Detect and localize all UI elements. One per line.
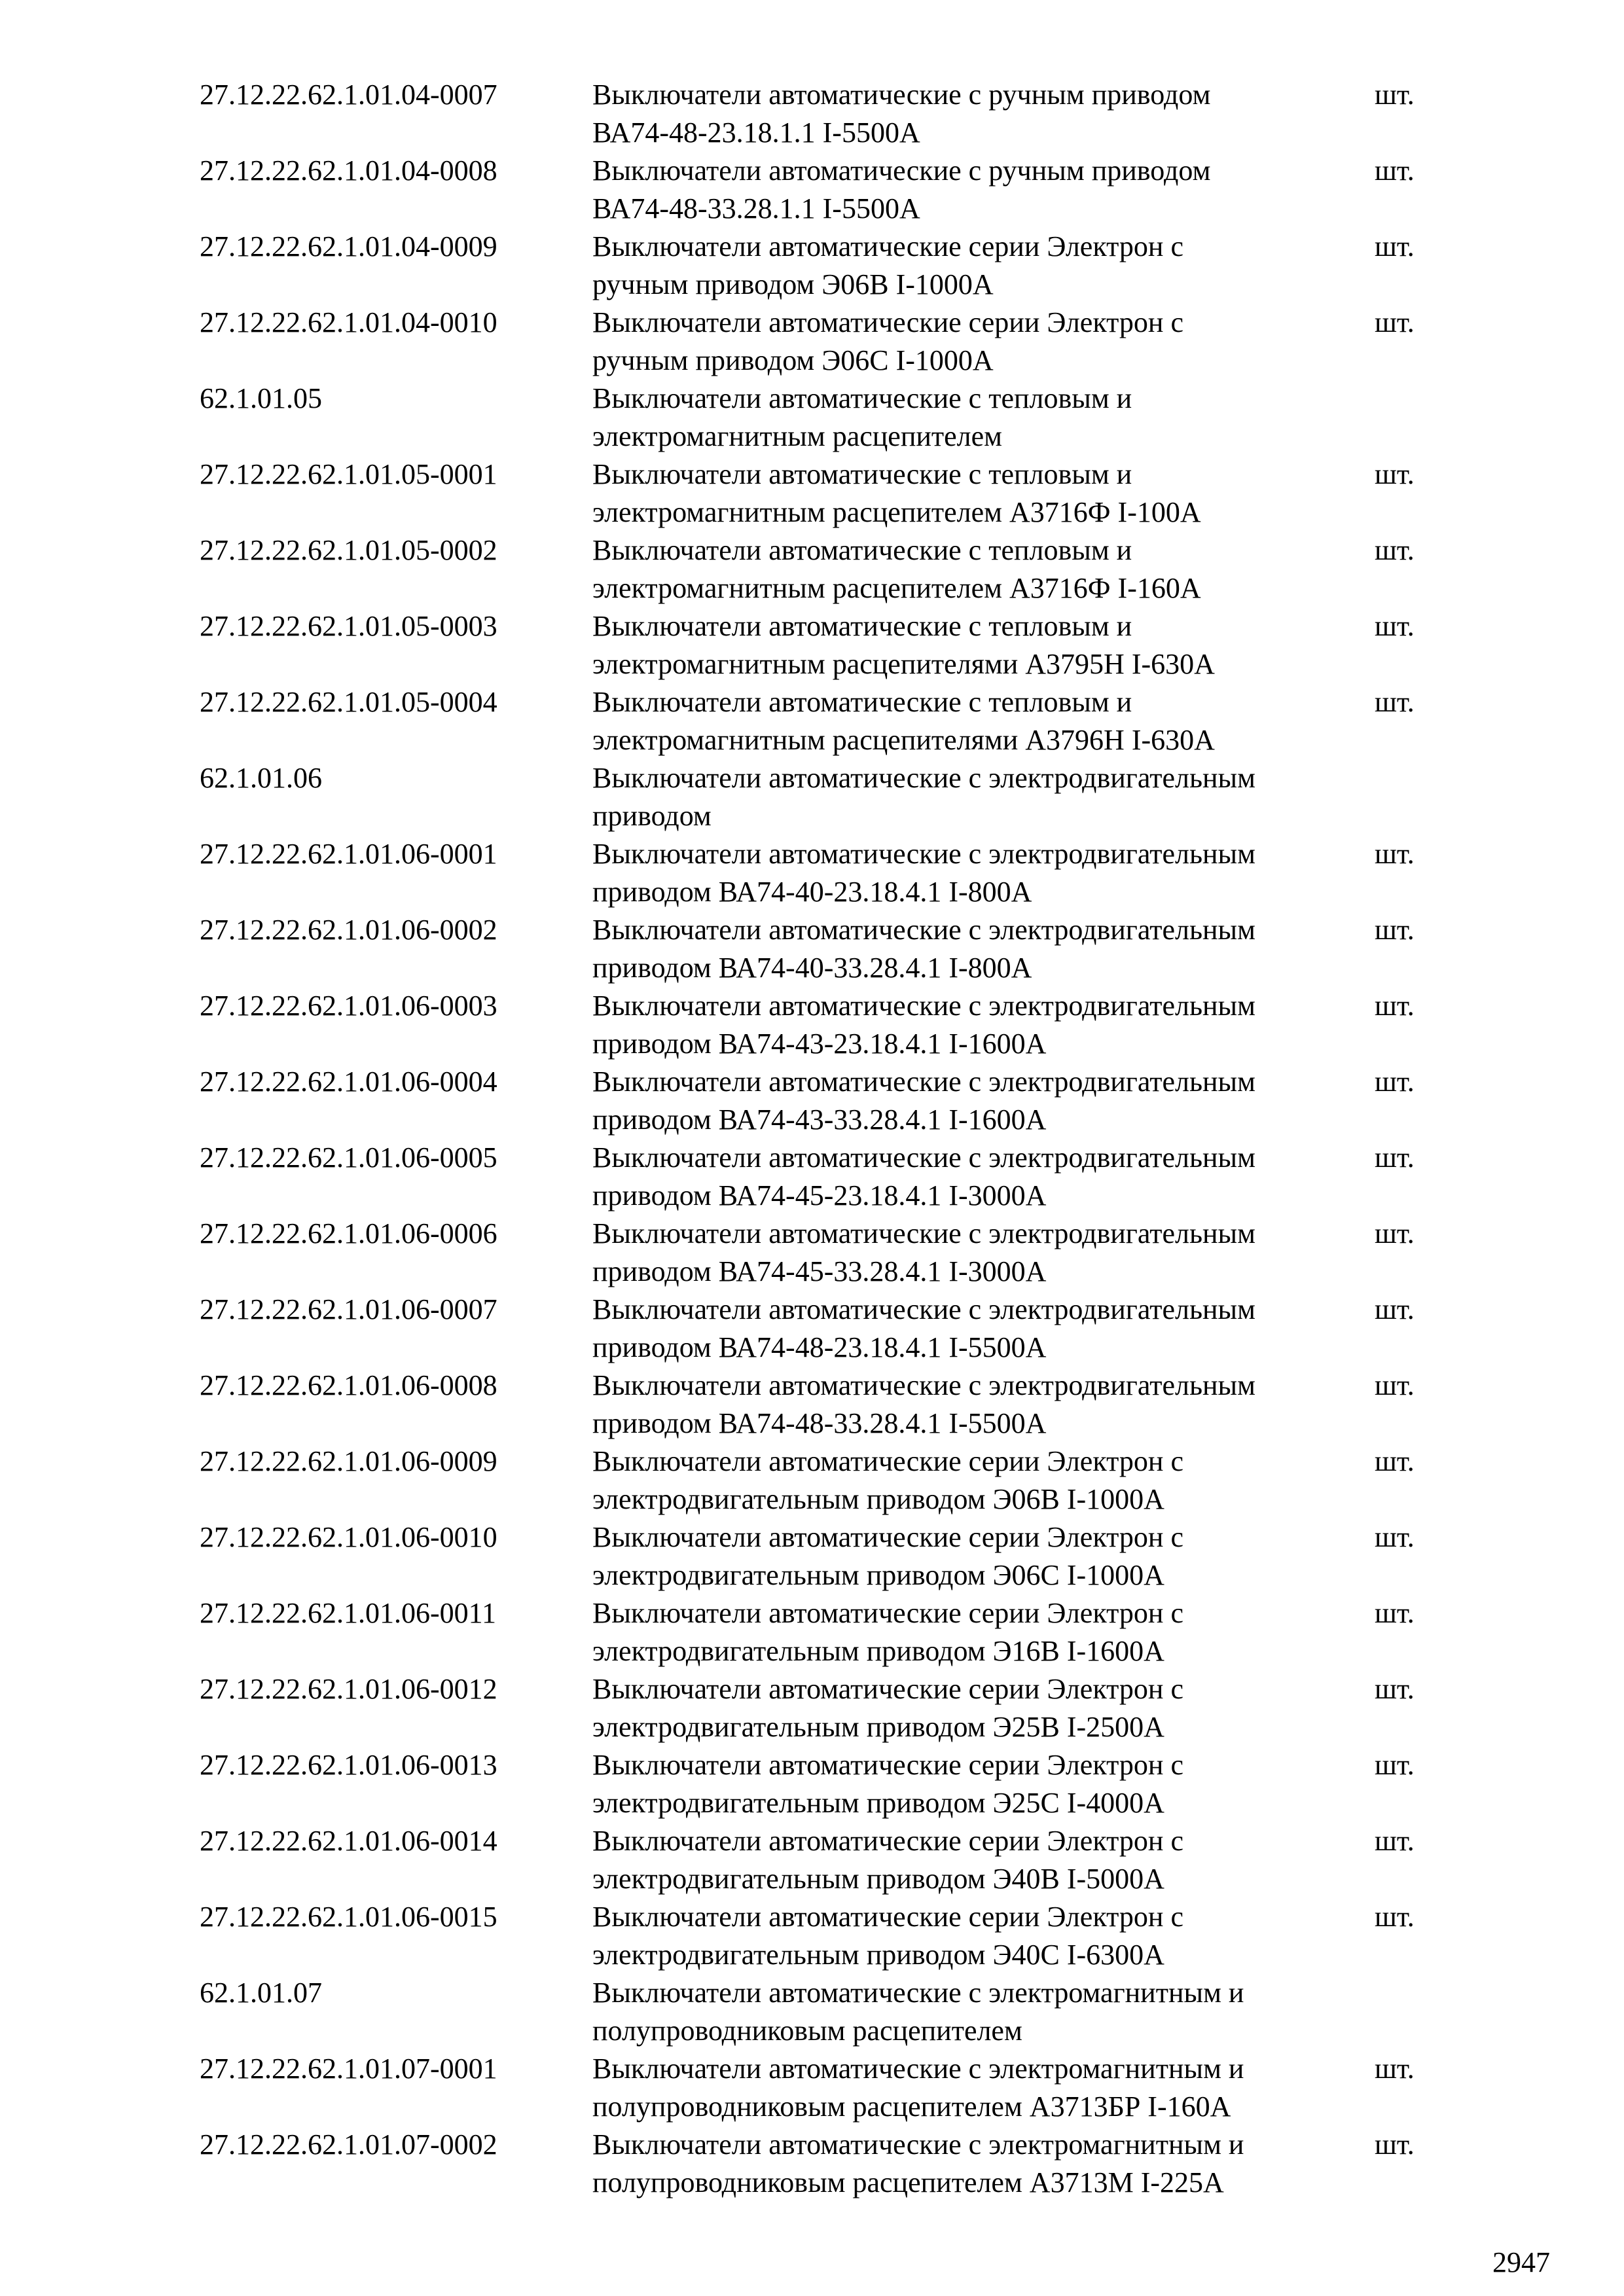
item-name-line-2: ВА74-48-23.18.1.1 I-5500А [592, 117, 920, 149]
item-name-line-2: ВА74-48-33.28.1.1 I-5500А [592, 192, 920, 224]
item-name-line-2: полупроводниковым расцепителем [592, 2015, 1022, 2047]
item-name [592, 759, 1371, 835]
item-name-line-2: приводом ВА74-43-23.18.4.1 I-1600А [592, 1028, 1047, 1060]
item-unit: шт. [1375, 1597, 1415, 1629]
item-code: 27.12.22.62.1.01.06-0004 [200, 1066, 497, 1098]
table-row [0, 2126, 1624, 2202]
item-code: 27.12.22.62.1.01.04-0009 [200, 230, 497, 262]
item-name-line-2: электродвигательным приводом Э40В I-5000А [592, 1863, 1164, 1895]
item-code: 27.12.22.62.1.01.06-0002 [200, 914, 497, 946]
item-name-line-2: полупроводниковым расцепителем А3713М I-225А [592, 2166, 1224, 2198]
item-name [592, 1291, 1371, 1367]
item-code: 27.12.22.62.1.01.06-0014 [200, 1825, 497, 1857]
item-unit: шт. [1375, 154, 1415, 187]
item-name-line-1: Выключатели автоматические серии Электрон с [592, 1749, 1183, 1781]
item-code: 27.12.22.62.1.01.05-0004 [200, 686, 497, 718]
item-name-line-1: Выключатели автоматические с электродвигательным [592, 1293, 1255, 1325]
item-name-line-2: электромагнитным расцепителем [592, 420, 1003, 452]
item-name [592, 2126, 1371, 2202]
item-code: 27.12.22.62.1.01.06-0006 [200, 1217, 497, 1249]
item-name [592, 1063, 1371, 1139]
table-row [0, 152, 1624, 228]
item-unit: шт. [1375, 914, 1415, 946]
table-row [0, 304, 1624, 380]
item-name-line-2: приводом [592, 800, 712, 832]
item-unit: шт. [1375, 1445, 1415, 1477]
item-name [592, 911, 1371, 987]
table-row [0, 531, 1624, 607]
table-row [0, 911, 1624, 987]
item-name-line-1: Выключатели автоматические серии Электрон с [592, 1521, 1183, 1553]
item-unit: шт. [1375, 990, 1415, 1022]
item-name [592, 456, 1371, 531]
item-unit: шт. [1375, 534, 1415, 566]
item-code: 27.12.22.62.1.01.06-0009 [200, 1445, 497, 1477]
item-code: 27.12.22.62.1.01.06-0013 [200, 1749, 497, 1781]
item-name-line-2: электромагнитным расцепителем А3716Ф I-100А [592, 496, 1201, 528]
item-name-line-2: приводом ВА74-48-33.28.4.1 I-5500А [592, 1407, 1047, 1439]
table-row [0, 607, 1624, 683]
table-row [0, 683, 1624, 759]
item-code: 27.12.22.62.1.01.06-0008 [200, 1369, 497, 1401]
item-name [592, 228, 1371, 304]
item-name [592, 304, 1371, 380]
item-name-line-2: электродвигательным приводом Э06В I-1000А [592, 1483, 1164, 1515]
page-number: 2947 [1492, 2246, 1550, 2278]
item-name [592, 1367, 1371, 1443]
item-name [592, 2050, 1371, 2126]
item-name-line-2: ручным приводом Э06С I-1000А [592, 344, 994, 376]
item-name [592, 152, 1371, 228]
table-row [0, 1898, 1624, 1974]
item-name [592, 683, 1371, 759]
item-unit: шт. [1375, 1141, 1415, 1174]
table-row [0, 759, 1624, 835]
table-row [0, 1139, 1624, 1215]
item-code: 27.12.22.62.1.01.05-0002 [200, 534, 497, 566]
item-unit: шт. [1375, 1749, 1415, 1781]
item-name [592, 1746, 1371, 1822]
table-row [0, 987, 1624, 1063]
table-row [0, 456, 1624, 531]
item-unit: шт. [1375, 230, 1415, 262]
item-code: 62.1.01.06 [200, 762, 322, 794]
item-name-line-1: Выключатели автоматические серии Электрон с [592, 1597, 1183, 1629]
item-code: 27.12.22.62.1.01.06-0012 [200, 1673, 497, 1705]
item-name-line-1: Выключатели автоматические с тепловым и [592, 686, 1132, 718]
item-code: 27.12.22.62.1.01.05-0001 [200, 458, 497, 490]
item-name-line-1: Выключатели автоматические серии Электрон с [592, 306, 1183, 338]
item-name-line-2: полупроводниковым расцепителем А3713БР I-160А [592, 2090, 1231, 2123]
table-row [0, 835, 1624, 911]
item-unit: шт. [1375, 1673, 1415, 1705]
table-row [0, 1063, 1624, 1139]
item-code: 27.12.22.62.1.01.05-0003 [200, 610, 497, 642]
item-name-line-2: приводом ВА74-45-23.18.4.1 I-3000А [592, 1179, 1047, 1211]
item-name-line-2: приводом ВА74-40-23.18.4.1 I-800А [592, 876, 1032, 908]
table-row [0, 1822, 1624, 1898]
item-name-line-2: электромагнитным расцепителями А3795Н I-630А [592, 648, 1215, 680]
item-name [592, 1974, 1371, 2050]
item-unit: шт. [1375, 1293, 1415, 1325]
item-name-line-1: Выключатели автоматические серии Электрон с [592, 1673, 1183, 1705]
item-name [592, 1518, 1371, 1594]
item-unit: шт. [1375, 610, 1415, 642]
item-name-line-1: Выключатели автоматические с электромагнитным и [592, 2128, 1244, 2161]
item-name-line-2: электродвигательным приводом Э06С I-1000А [592, 1559, 1164, 1591]
item-name-line-1: Выключатели автоматические с электродвигательным [592, 914, 1255, 946]
item-unit: шт. [1375, 838, 1415, 870]
item-name-line-1: Выключатели автоматические с электродвигательным [592, 1369, 1255, 1401]
item-code: 27.12.22.62.1.01.06-0005 [200, 1141, 497, 1174]
item-name-line-1: Выключатели автоматические серии Электрон с [592, 1825, 1183, 1857]
item-unit: шт. [1375, 1825, 1415, 1857]
item-code: 62.1.01.05 [200, 382, 322, 414]
item-code: 27.12.22.62.1.01.06-0001 [200, 838, 497, 870]
item-unit: шт. [1375, 1901, 1415, 1933]
table-row [0, 380, 1624, 456]
item-name-line-2: электродвигательным приводом Э40С I-6300А [592, 1939, 1164, 1971]
table-row [0, 1594, 1624, 1670]
item-name [592, 1822, 1371, 1898]
item-name-line-2: приводом ВА74-40-33.28.4.1 I-800А [592, 952, 1032, 984]
item-name [592, 1215, 1371, 1291]
table-row [0, 1291, 1624, 1367]
item-name-line-1: Выключатели автоматические серии Электрон с [592, 1901, 1183, 1933]
item-code: 27.12.22.62.1.01.04-0010 [200, 306, 497, 338]
item-name [592, 1898, 1371, 1974]
item-name [592, 380, 1371, 456]
table-row [0, 1670, 1624, 1746]
item-code: 27.12.22.62.1.01.06-0010 [200, 1521, 497, 1553]
item-name [592, 531, 1371, 607]
table-row [0, 1746, 1624, 1822]
item-code: 27.12.22.62.1.01.07-0001 [200, 2053, 497, 2085]
item-name-line-1: Выключатели автоматические с электродвигательным [592, 1141, 1255, 1174]
item-name [592, 1670, 1371, 1746]
item-name-line-1: Выключатели автоматические с электродвигательным [592, 762, 1255, 794]
item-name-line-2: электромагнитным расцепителями А3796Н I-630А [592, 724, 1215, 756]
item-name-line-1: Выключатели автоматические с электромагнитным и [592, 2053, 1244, 2085]
item-code: 27.12.22.62.1.01.04-0007 [200, 79, 497, 111]
item-unit: шт. [1375, 1217, 1415, 1249]
table-row [0, 1367, 1624, 1443]
item-name [592, 835, 1371, 911]
item-code: 27.12.22.62.1.01.06-0011 [200, 1597, 497, 1629]
item-unit: шт. [1375, 1369, 1415, 1401]
item-unit: шт. [1375, 306, 1415, 338]
table-row [0, 76, 1624, 152]
item-name-line-1: Выключатели автоматические с тепловым и [592, 610, 1132, 642]
item-name-line-1: Выключатели автоматические с ручным приводом [592, 154, 1211, 187]
item-unit: шт. [1375, 458, 1415, 490]
item-name-line-1: Выключатели автоматические с электродвигательным [592, 838, 1255, 870]
item-name-line-2: приводом ВА74-43-33.28.4.1 I-1600А [592, 1103, 1047, 1136]
item-name-line-1: Выключатели автоматические с тепловым и [592, 534, 1132, 566]
item-name [592, 987, 1371, 1063]
item-name-line-2: приводом ВА74-48-23.18.4.1 I-5500А [592, 1331, 1047, 1363]
item-name-line-1: Выключатели автоматические с электромагнитным и [592, 1977, 1244, 2009]
item-code: 27.12.22.62.1.01.06-0015 [200, 1901, 497, 1933]
item-name-line-1: Выключатели автоматические с тепловым и [592, 458, 1132, 490]
item-name-line-2: приводом ВА74-45-33.28.4.1 I-3000А [592, 1255, 1047, 1287]
item-name-line-2: электродвигательным приводом Э16В I-1600А [592, 1635, 1164, 1667]
item-name-line-2: ручным приводом Э06В I-1000А [592, 268, 994, 300]
item-code: 62.1.01.07 [200, 1977, 322, 2009]
item-code: 27.12.22.62.1.01.06-0003 [200, 990, 497, 1022]
item-name-line-1: Выключатели автоматические серии Электрон с [592, 230, 1183, 262]
item-name-line-2: электродвигательным приводом Э25В I-2500А [592, 1711, 1164, 1743]
table-row [0, 2050, 1624, 2126]
item-unit: шт. [1375, 1066, 1415, 1098]
item-unit: шт. [1375, 686, 1415, 718]
item-name [592, 1443, 1371, 1518]
table-row [0, 228, 1624, 304]
item-name [592, 1139, 1371, 1215]
item-unit: шт. [1375, 79, 1415, 111]
item-name-line-1: Выключатели автоматические с электродвигательным [592, 1066, 1255, 1098]
item-code: 27.12.22.62.1.01.04-0008 [200, 154, 497, 187]
table-row [0, 1518, 1624, 1594]
item-name-line-1: Выключатели автоматические серии Электрон с [592, 1445, 1183, 1477]
item-name-line-2: электромагнитным расцепителем А3716Ф I-160А [592, 572, 1201, 604]
table-row [0, 1215, 1624, 1291]
item-name [592, 1594, 1371, 1670]
table-row [0, 1974, 1624, 2050]
item-name [592, 607, 1371, 683]
item-unit: шт. [1375, 2053, 1415, 2085]
item-name-line-1: Выключатели автоматические с ручным приводом [592, 79, 1211, 111]
price-list-table [0, 76, 1624, 2202]
item-name-line-1: Выключатели автоматические с электродвигательным [592, 1217, 1255, 1249]
table-row [0, 1443, 1624, 1518]
item-code: 27.12.22.62.1.01.06-0007 [200, 1293, 497, 1325]
item-name [592, 76, 1371, 152]
item-name-line-1: Выключатели автоматические с тепловым и [592, 382, 1132, 414]
item-name-line-2: электродвигательным приводом Э25С I-4000А [592, 1787, 1164, 1819]
item-code: 27.12.22.62.1.01.07-0002 [200, 2128, 497, 2161]
item-unit: шт. [1375, 2128, 1415, 2161]
item-name-line-1: Выключатели автоматические с электродвигательным [592, 990, 1255, 1022]
item-unit: шт. [1375, 1521, 1415, 1553]
